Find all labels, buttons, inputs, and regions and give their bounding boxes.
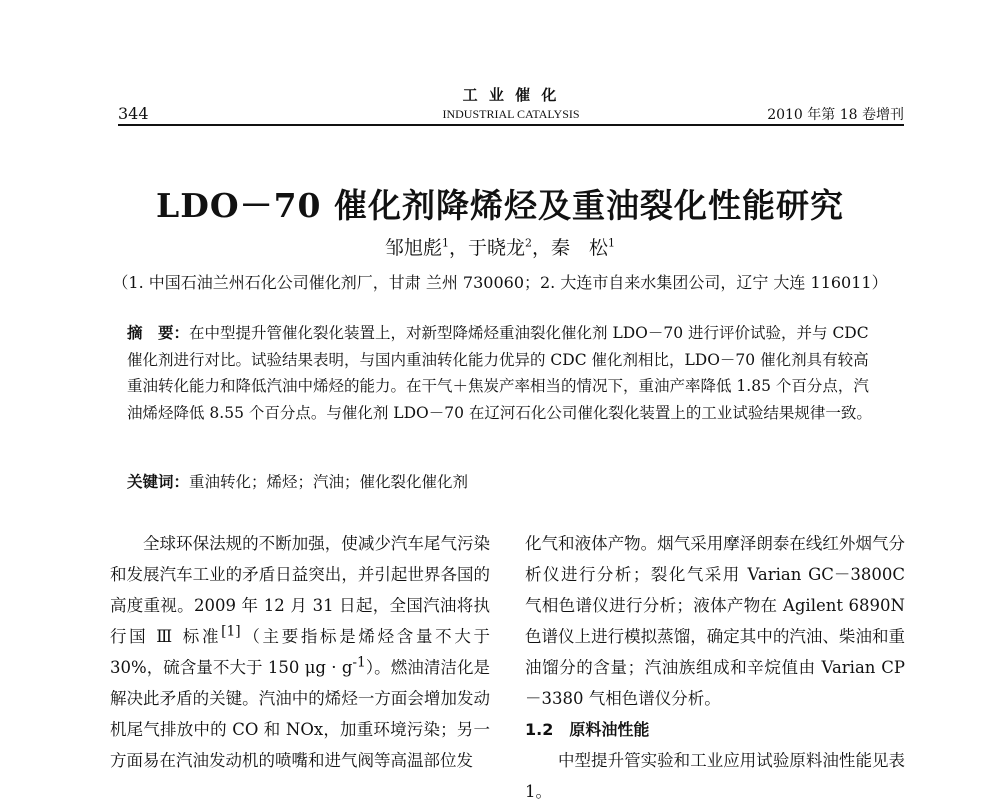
body-paragraph [110,528,490,776]
running-header [118,84,904,124]
abstract-label: 摘 要： [127,323,190,342]
abstract-text: 在中型提升管催化裂化装置上，对新型降烯烃重油裂化催化剂 LDO－70 进行评价试验，并与 CDC 催化剂进行对比。试验结果表明，与国内重油转化能力优异的 CDC 催化剂相比，LDO－70 催化剂具有较高重油转化能力和降低汽油中烯烃的能力。在干气＋焦炭产率相当的情况下，重油产率降低 1.85 个百分点，汽油烯烃降低 8.55 个百分点。与催化剂 LDO－70 在辽河石化公司催化裂化装置上的工业试验结果规律一致。 [127,324,872,422]
header-rule [118,124,904,126]
body-paragraph: 化气和液体产物。烟气采用摩泽朗泰在线红外烟气分析仪进行分析；裂化气采用 Varian GC－3800C 气相色谱仪进行分析；液体产物在 Agilent 6890N 色谱仪上进行模拟蒸馏，确定其中的汽油、柴油和重油馏分的含量；汽油族组成和辛烷值由 Varian CP－3380 气相色谱仪分析。 [525,534,905,708]
keywords-text: 重油转化；烯烃；汽油；催化裂化催化剂 [189,473,469,491]
keywords-label: 关键词： [127,472,190,491]
body-column-left [110,528,490,776]
unit-exponent: -1 [352,654,366,671]
body-column-right [525,528,905,807]
journal-name-cn: 工 业 催 化 [462,86,560,104]
issue-info: 2010 年第 18 卷增刊 [767,107,904,123]
abstract [127,320,879,426]
page-number: 344 [118,104,149,123]
author-name: 邹旭彪 [384,237,442,259]
author-affiliation-mark: 1 [441,236,449,250]
section-heading: 1.2 原料油性能 [525,720,650,739]
author-list: 邹旭彪$^1$，于晓龙$^2$，秦 松$^1$ [384,236,616,259]
journal-name-en: INDUSTRIAL CATALYSIS [442,107,580,121]
citation-ref: [1] [221,623,241,640]
body-paragraph: 中型提升管实验和工业应用试验原料油性能见表 1。 [525,751,905,801]
author-affiliation-mark: 1 [608,236,616,250]
author-name: 于晓龙 [467,237,525,259]
paper-title: LDO－70 催化剂降烯烃及重油裂化性能研究 [156,186,844,225]
body-text: ）。燃油清洁化是解决此矛盾的关键。汽油中的烯烃一方面会增加发动机尾气排放中的 CO 和 NOx，加重环境污染；另一方面易在汽油发动机的喷嘴和进气阀等高温部位发 [110,658,490,770]
affiliations: （1. 中国石油兰州石化公司催化剂厂，甘肃 兰州 730060；2. 大连市自来水集团公司，辽宁 大连 116011） [112,273,888,292]
keywords [127,470,879,492]
author-affiliation-mark: 2 [525,236,532,250]
body-text: （主要指标是烯烃含量不大于 30%，硫含量不大于 150 μg · g [110,627,491,677]
author-name: 秦 松 [551,237,609,259]
body-text: 全球环保法规的不断加强，使减少汽车尾气污染和发展汽车工业的矛盾日益突出，并引起世界各国的高度重视。2009 年 12 月 31 日起，全国汽油将执行国 Ⅲ 标准 [110,534,490,646]
